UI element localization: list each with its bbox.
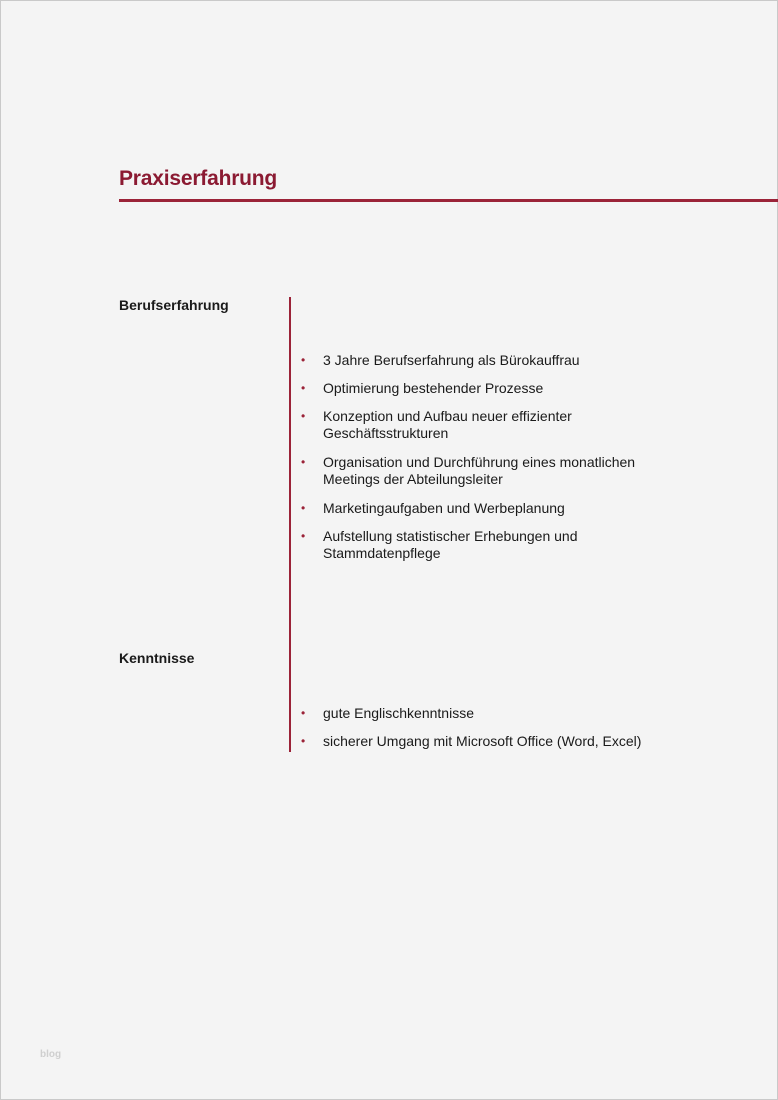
section-divider-line: [289, 297, 291, 752]
bullet-icon: •: [301, 381, 306, 395]
list-item: • gute Englischkenntnisse: [301, 705, 474, 721]
bullet-icon: •: [301, 734, 306, 748]
bullet-icon: •: [301, 706, 306, 720]
bullet-icon: •: [301, 353, 306, 367]
section-label-kenntnisse: Kenntnisse: [119, 650, 195, 666]
page-title: Praxiserfahrung: [119, 167, 278, 190]
bullet-icon: •: [301, 501, 306, 515]
list-item: • Aufstellung statistischer Erhebungen und Stammdatenpflege: [301, 528, 578, 561]
watermark: blog: [40, 1049, 62, 1060]
list-item: • Organisation und Durchführung eines monatlichen Meetings der Abteilungsleiter: [301, 454, 636, 487]
list-item: • 3 Jahre Berufserfahrung als Bürokauffrau: [301, 352, 580, 368]
list-item: • Optimierung bestehender Prozesse: [301, 380, 544, 396]
list-item: • Konzeption und Aufbau neuer effizienter Geschäftsstrukturen: [301, 408, 572, 441]
skills-list: [301, 705, 721, 750]
experience-list: [301, 352, 681, 562]
list-item: • sicherer Umgang mit Microsoft Office (Word, Excel): [301, 733, 642, 749]
list-item: • Marketingaufgaben und Werbeplanung: [301, 500, 565, 516]
section-label-berufserfahrung: Berufserfahrung: [119, 297, 229, 313]
bullet-icon: •: [301, 529, 306, 543]
bullet-icon: •: [301, 455, 306, 469]
title-divider: [119, 199, 778, 202]
bullet-icon: •: [301, 409, 306, 423]
